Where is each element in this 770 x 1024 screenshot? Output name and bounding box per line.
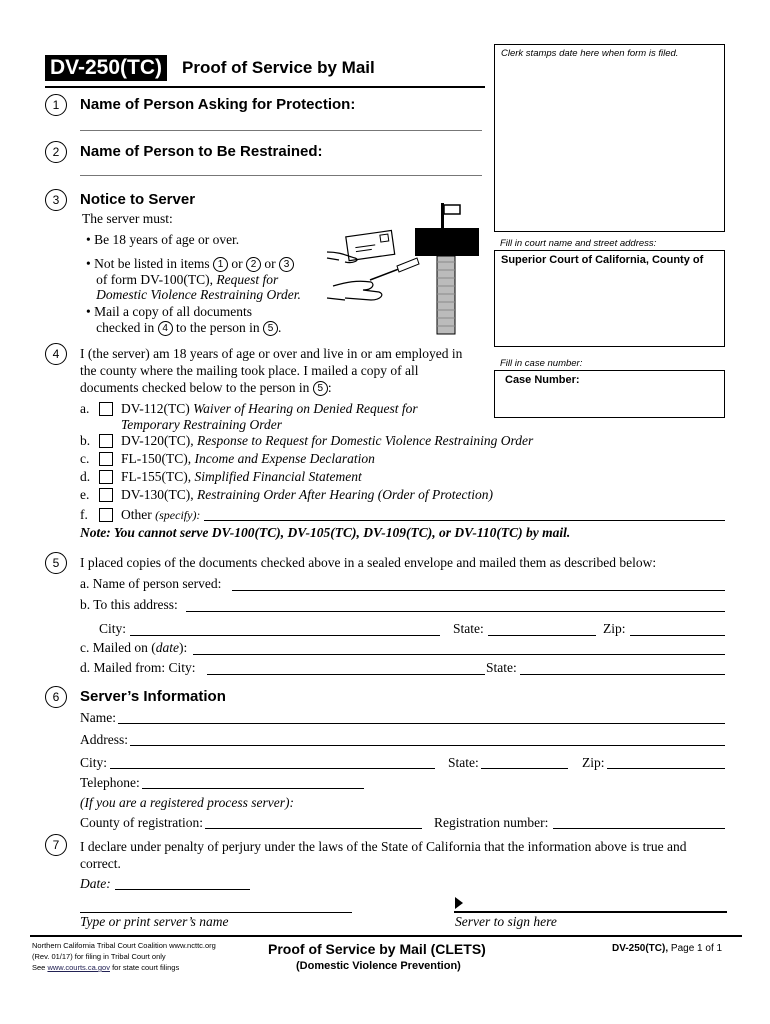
s3-bullet-1: • Be 18 years of age or over. — [86, 232, 240, 247]
s5-c-label: c. Mailed on (date): — [80, 640, 188, 655]
s6-reg-note: (If you are a registered process server): — [80, 795, 294, 810]
item-number-6: 6 — [45, 686, 67, 708]
s4-item-b-letter: b. — [80, 433, 91, 448]
footer-rev: (Rev. 01/17) for filing in Tribal Court only — [32, 952, 166, 961]
server-address-field[interactable] — [130, 745, 725, 746]
case-number-box[interactable] — [494, 370, 725, 418]
s2-title: Name of Person to Be Restrained: — [80, 143, 323, 160]
s4-item-c-letter: c. — [80, 451, 90, 466]
mailed-date-field[interactable] — [193, 654, 725, 655]
s4-note: Note: You cannot serve DV-100(TC), DV-105(TC), DV-109(TC), or DV-110(TC) by mail. — [80, 525, 571, 540]
checkbox-dv112[interactable] — [99, 402, 113, 416]
signature-field[interactable] — [454, 911, 727, 913]
form-title: Proof of Service by Mail — [182, 58, 375, 77]
court-name-box[interactable] — [494, 250, 725, 347]
person-served-field[interactable] — [232, 590, 725, 591]
s7-type-name-caption: Type or print server’s name — [80, 914, 229, 929]
item-number-1: 1 — [45, 94, 67, 116]
s4-item-f: Other (specify): — [121, 507, 201, 522]
checkbox-other[interactable] — [99, 508, 113, 522]
s4-statement: I (the server) am 18 years of age or over and live in or am employed in the county where the mailing took place. I mailed a copy of all documents checked below to the person in 5 : — [80, 346, 463, 395]
s5-state-label: State: — [453, 621, 484, 636]
county-registration-field[interactable] — [205, 828, 422, 829]
s3-title: Notice to Server — [80, 191, 196, 208]
s3-bullet-2: • Not be listed in items 1 or 2 or 3 of form DV-100(TC), Request for Domestic Violence Restraining Order. — [86, 256, 301, 302]
s3-bullet-3: • Mail a copy of all documents checked in 4 to the person in 5 . — [86, 304, 282, 335]
s5-intro: I placed copies of the documents checked above in a sealed envelope and mailed them as described below: — [80, 555, 657, 570]
declaration-date-field[interactable] — [115, 889, 250, 890]
courts-link[interactable]: www.courts.ca.gov — [47, 963, 110, 972]
s5-zip-field[interactable] — [630, 635, 725, 636]
item-number-4: 4 — [45, 343, 67, 365]
form-id-badge: DV-250(TC) — [45, 55, 167, 81]
s5-zip-label: Zip: — [603, 621, 626, 636]
s6-title: Server’s Information — [80, 688, 226, 705]
server-zip-field[interactable] — [607, 768, 725, 769]
s4-item-a: DV-112(TC) Waiver of Hearing on Denied Request for Temporary Restraining Order — [121, 401, 418, 432]
checkbox-dv120[interactable] — [99, 434, 113, 448]
s6-zip-label: Zip: — [582, 755, 605, 770]
mailed-city-field[interactable] — [207, 674, 485, 675]
s6-state-label: State: — [448, 755, 479, 770]
s3-intro: The server must: — [82, 211, 173, 226]
s6-regnum-label: Registration number: — [434, 815, 549, 830]
address-field[interactable] — [186, 611, 725, 612]
s7-date-label: Date: — [80, 876, 111, 891]
s4-item-d-letter: d. — [80, 469, 91, 484]
case-label: Case Number: — [505, 374, 580, 386]
s5-d-label: d. Mailed from: City: — [80, 660, 196, 675]
s5-a-label: a. Name of person served: — [80, 576, 222, 591]
s5-state-field[interactable] — [488, 635, 596, 636]
server-city-field[interactable] — [110, 768, 435, 769]
s5-city-label: City: — [99, 621, 127, 636]
footer-rule — [30, 935, 742, 937]
footer-org: Northern California Tribal Court Coalition www.ncttc.org — [32, 941, 216, 950]
s7-sign-caption: Server to sign here — [455, 914, 557, 929]
s1-title: Name of Person Asking for Protection: — [80, 96, 356, 113]
protected-name-field[interactable] — [80, 130, 482, 131]
s4-item-e-letter: e. — [80, 487, 90, 502]
clerk-stamp-box — [494, 44, 725, 232]
header-rule — [45, 86, 485, 88]
item-number-5: 5 — [45, 552, 67, 574]
server-name-field[interactable] — [118, 723, 725, 724]
footer-page: DV-250(TC), Page 1 of 1 — [612, 943, 723, 954]
court-label: Superior Court of California, County of — [501, 254, 704, 266]
clerk-note: Clerk stamps date here when form is filed. — [501, 48, 679, 59]
other-specify-field[interactable] — [204, 520, 725, 521]
s5-city-field[interactable] — [130, 635, 440, 636]
s5-d-state-label: State: — [486, 660, 517, 675]
item-number-3: 3 — [45, 189, 67, 211]
sign-arrow-icon — [454, 896, 464, 910]
s4-item-c: FL-150(TC), Income and Expense Declaration — [121, 451, 375, 466]
mailed-state-field[interactable] — [520, 674, 725, 675]
footer-title: Proof of Service by Mail (CLETS) — [268, 941, 486, 957]
s4-item-f-letter: f. — [80, 507, 88, 522]
s4-item-d: FL-155(TC), Simplified Financial Statement — [121, 469, 362, 484]
item-number-7: 7 — [45, 834, 67, 856]
s6-city-label: City: — [80, 755, 108, 770]
mailbox-illustration — [325, 200, 485, 335]
case-hint: Fill in case number: — [500, 358, 583, 369]
checkbox-fl150[interactable] — [99, 452, 113, 466]
s6-county-label: County of registration: — [80, 815, 203, 830]
court-hint: Fill in court name and street address: — [500, 238, 657, 249]
s6-name-label: Name: — [80, 710, 116, 725]
checkbox-dv130[interactable] — [99, 488, 113, 502]
typed-name-field[interactable] — [80, 912, 352, 913]
server-phone-field[interactable] — [142, 788, 364, 789]
s7-declaration: I declare under penalty of perjury under the laws of the State of California that the information above is true and correct. — [80, 839, 687, 871]
restrained-name-field[interactable] — [80, 175, 482, 176]
s4-item-e: DV-130(TC), Restraining Order After Hearing (Order of Protection) — [121, 487, 493, 502]
s6-address-label: Address: — [80, 732, 128, 747]
s5-b-label: b. To this address: — [80, 597, 178, 612]
s6-phone-label: Telephone: — [80, 775, 140, 790]
footer-subtitle: (Domestic Violence Prevention) — [296, 960, 461, 972]
footer-left: Northern California Tribal Court Coalition www.ncttc.org (Rev. 01/17) for filing in Tribal Court only See www.courts.ca.gov for state court filings — [32, 941, 216, 972]
checkbox-fl155[interactable] — [99, 470, 113, 484]
item-number-2: 2 — [45, 141, 67, 163]
s4-item-b: DV-120(TC), Response to Request for Domestic Violence Restraining Order — [121, 433, 534, 448]
s4-item-a-letter: a. — [80, 401, 90, 416]
registration-number-field[interactable] — [553, 828, 725, 829]
server-state-field[interactable] — [481, 768, 568, 769]
